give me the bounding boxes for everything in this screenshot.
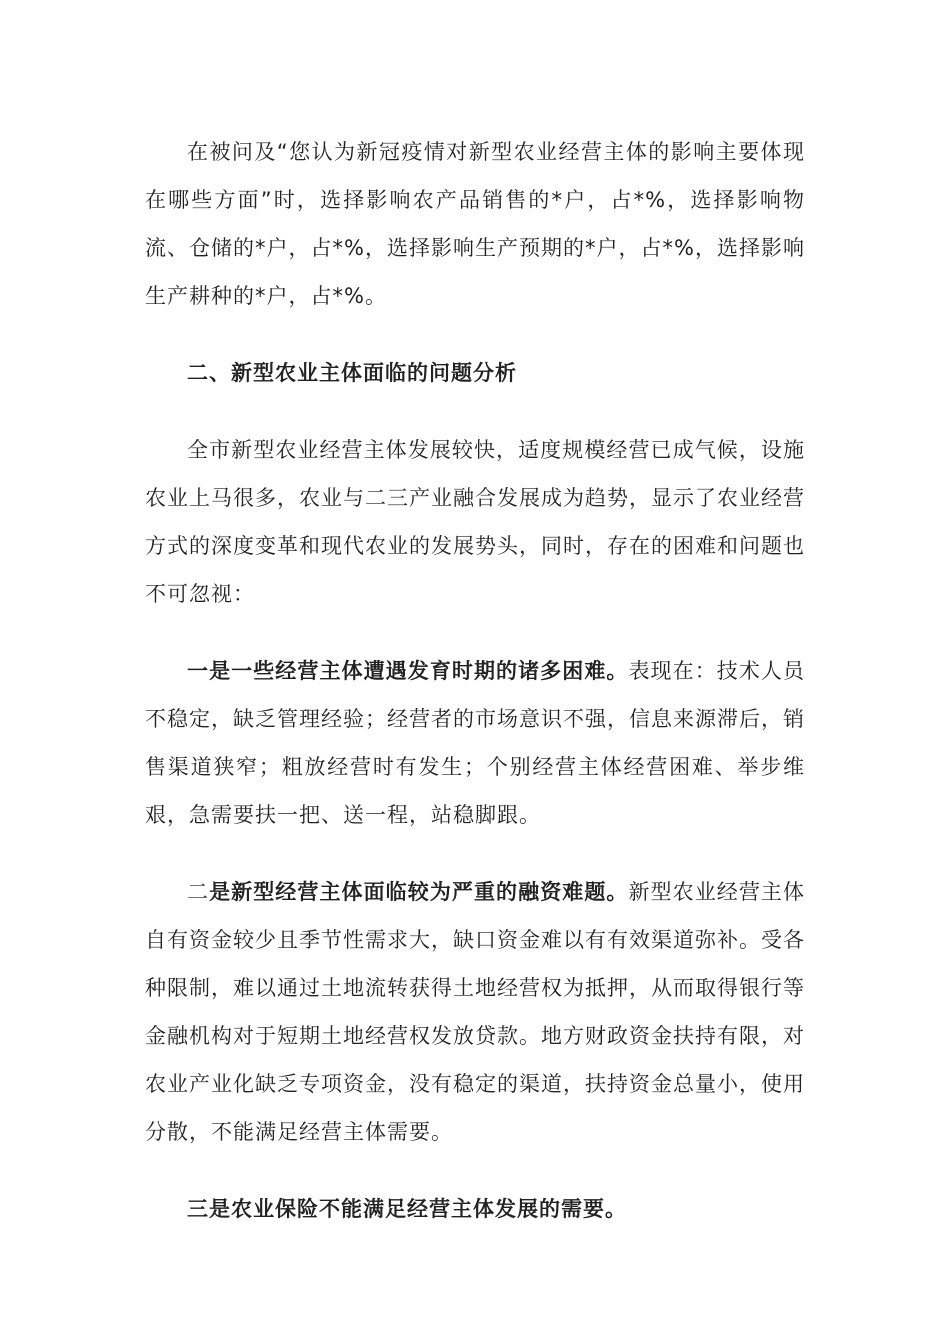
point-three-paragraph (145, 1185, 805, 1233)
point-two-prefix: 二 (187, 880, 210, 904)
point-two-paragraph (145, 868, 805, 1156)
intro-text: 全市新型农业经营主体发展较快，适度规模经营已成气候，设施农业上马很多，农业与二三产业融合发展成为趋势，显示了农业经营方式的深度变革和现代农业的发展势头，同时，存在的困难和问题也不可忽视： (145, 438, 805, 606)
section-heading-text: 二、新型农业主体面临的问题分析 (187, 361, 517, 385)
point-two-body: 新型农业经营主体自有资金较少且季节性需求大，缺口资金难以有有效渠道弥补。受各种限制，难以通过土地流转获得土地经营权为抵押，从而取得银行等金融机构对于短期土地经营权发放贷款。地方财政资金扶持有限，对农业产业化缺乏专项资金，没有稳定的渠道，扶持资金总量小，使用分散，不能满足经营主体需要。 (145, 880, 806, 1144)
point-one-body: 表现在：技术人员不稳定，缺乏管理经验；经营者的市场意识不强，信息来源滞后，销售渠道狭窄；粗放经营时有发生；个别经营主体经营困难、举步维艰，急需要扶一把、送一程，站稳脚跟。 (145, 659, 806, 827)
point-one-paragraph (145, 647, 805, 839)
point-one-lead: 一是一些经营主体遭遇发育时期的诸多困难。 (187, 659, 629, 683)
survey-result-paragraph (145, 128, 805, 320)
intro-paragraph (145, 426, 805, 618)
document-body (145, 128, 805, 1262)
survey-result-text: 在被问及“您认为新冠疫情对新型农业经营主体的影响主要体现在哪些方面”时，选择影响农产品销售的*户，占*%，选择影响物流、仓储的*户，占*%，选择影响生产预期的*户，占*%，选择影响生产耕种的*户，占*%。 (145, 140, 805, 308)
point-three-lead: 三是农业保险不能满足经营主体发展的需要。 (187, 1197, 627, 1221)
section-heading (145, 349, 805, 397)
point-two-lead: 是新型经营主体面临较为严重的融资难题。 (209, 880, 629, 904)
